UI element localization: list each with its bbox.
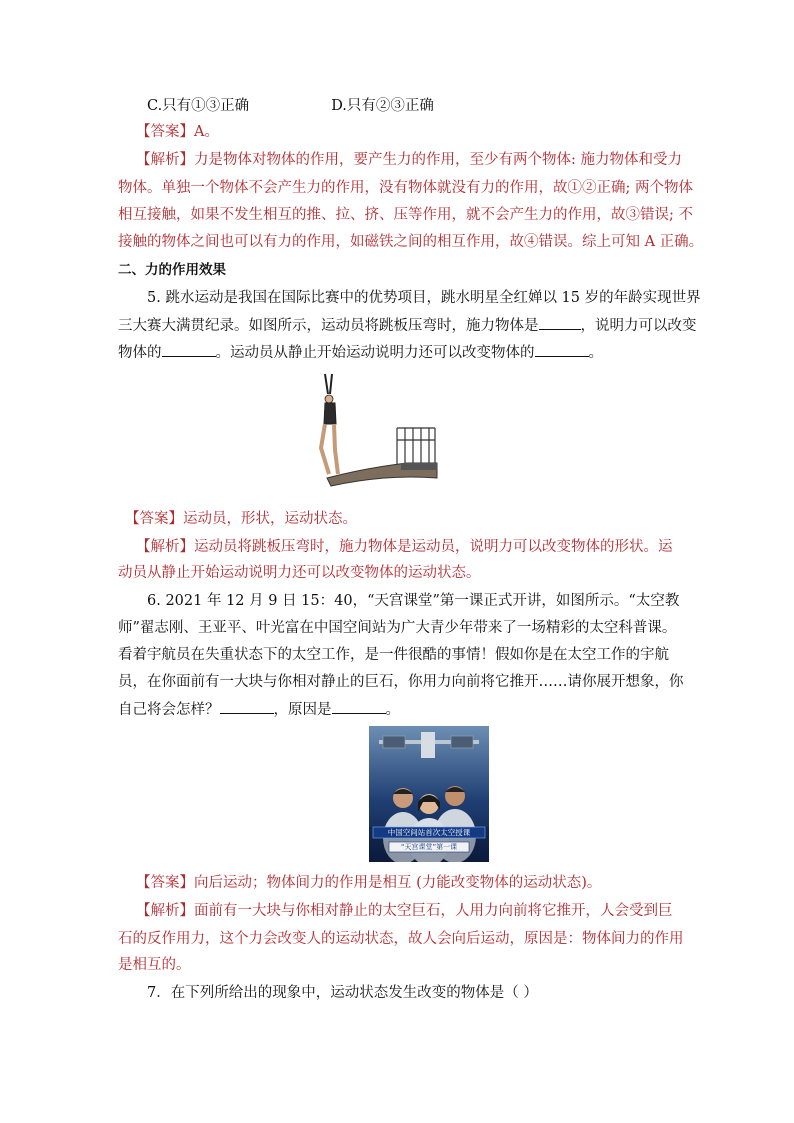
q4-analysis-line-3: 相互接触，如果不发生相互的推、拉、挤、压等作用，就不会产生力的作用，故③错误; 不: [118, 207, 693, 223]
blank-1[interactable]: [539, 315, 581, 330]
q4-analysis-line-4: 接触的物体之间也可以有力的作用，如磁铁之间的相互作用，故④错误。综上可知 A 正确。: [118, 234, 704, 250]
q6-line-4: 员，在你面前有一大块与你相对静止的巨石，你用力向前将它推开……请你展开想象，你: [118, 674, 684, 690]
blank-5[interactable]: [332, 699, 386, 714]
answer-text: A。: [194, 124, 219, 140]
q4-options: [147, 96, 707, 116]
diver: [321, 374, 338, 474]
q6-line-1: 6. 2021 年 12 月 9 日 15：40，“天宫课堂”第一课正式开讲，如图所示。“太空教: [147, 593, 680, 609]
q6-analysis-line-2: 石的反作用力，这个力会改变人的运动状态，故人会向后运动，原因是：物体间力的作用: [118, 931, 684, 947]
platform-base: [401, 463, 437, 470]
q6-analysis-line-3: 是相互的。: [118, 957, 191, 973]
q6-line-3: 看着宇航员在失重状态下的太空工作，是一件很酷的事情！假如你是在太空工作的宇航: [118, 647, 669, 663]
q4-answer: [136, 122, 696, 142]
poster-title: 中国空间站首次太空授课: [387, 828, 471, 837]
space-lesson-poster: [369, 726, 489, 862]
q4-analysis-line-2: 物体。单独一个物体不会产生力的作用，没有物体就没有力的作用，故①②正确; 两个物体: [118, 180, 693, 196]
answer-tag: 【答案】: [136, 124, 194, 140]
blank-3[interactable]: [535, 342, 589, 357]
q6-answer: 【答案】向后运动；物体间力的作用是相互 (力能改变物体的运动状态)。: [136, 875, 602, 891]
q6-line-2: 师”翟志刚、王亚平、叶光富在中国空间站为广大青少年带来了一场精彩的太空科普课。: [118, 620, 677, 636]
q7-line-1: 7．在下列所给出的现象中，运动状态发生改变的物体是（ ）: [147, 985, 538, 1001]
q6-line-5: 自己将会怎样？ ，原因是 。: [118, 699, 678, 720]
blank-4[interactable]: [220, 699, 274, 714]
option-c: C.只有①③正确: [147, 98, 250, 114]
poster-subtitle: “天宫课堂”第一课: [400, 843, 458, 851]
q4-analysis-line-1: 【解析】力是物体对物体的作用，要产生力的作用，至少有两个物体: 施力物体和受力: [136, 152, 682, 168]
q5-line-2: 三大赛大满贯纪录。如图所示，运动员将跳板压弯时，施力物体是 ，说明力可以改变: [118, 315, 678, 336]
q5-line-3: 物体的 。运动员从静止开始运动说明力还可以改变物体的 。: [118, 342, 678, 363]
q5-analysis-line-1: 【解析】运动员将跳板压弯时，施力物体是运动员，说明力可以改变物体的形状。运: [136, 539, 673, 555]
q5-analysis-line-2: 动员从静止开始运动说明力还可以改变物体的运动状态。: [118, 565, 481, 581]
q5-line-1: 5. 跳水运动是我国在国际比赛中的优势项目，跳水明星全红婵以 15 岁的年龄实现世界: [147, 290, 701, 306]
railing: [397, 428, 435, 466]
option-d: D.只有②③正确: [331, 98, 434, 114]
section-title: 二、力的作用效果: [118, 262, 226, 278]
q6-analysis-line-1: 【解析】面前有一大块与你相对静止的太空巨石，人用力向前将它推开，人会受到巨: [136, 903, 673, 919]
analysis-tag: 【解析】: [136, 152, 194, 168]
q5-answer: 【答案】运动员，形状，运动状态。: [125, 511, 357, 527]
diving-board-figure: [305, 370, 440, 495]
blank-2[interactable]: [162, 342, 216, 357]
